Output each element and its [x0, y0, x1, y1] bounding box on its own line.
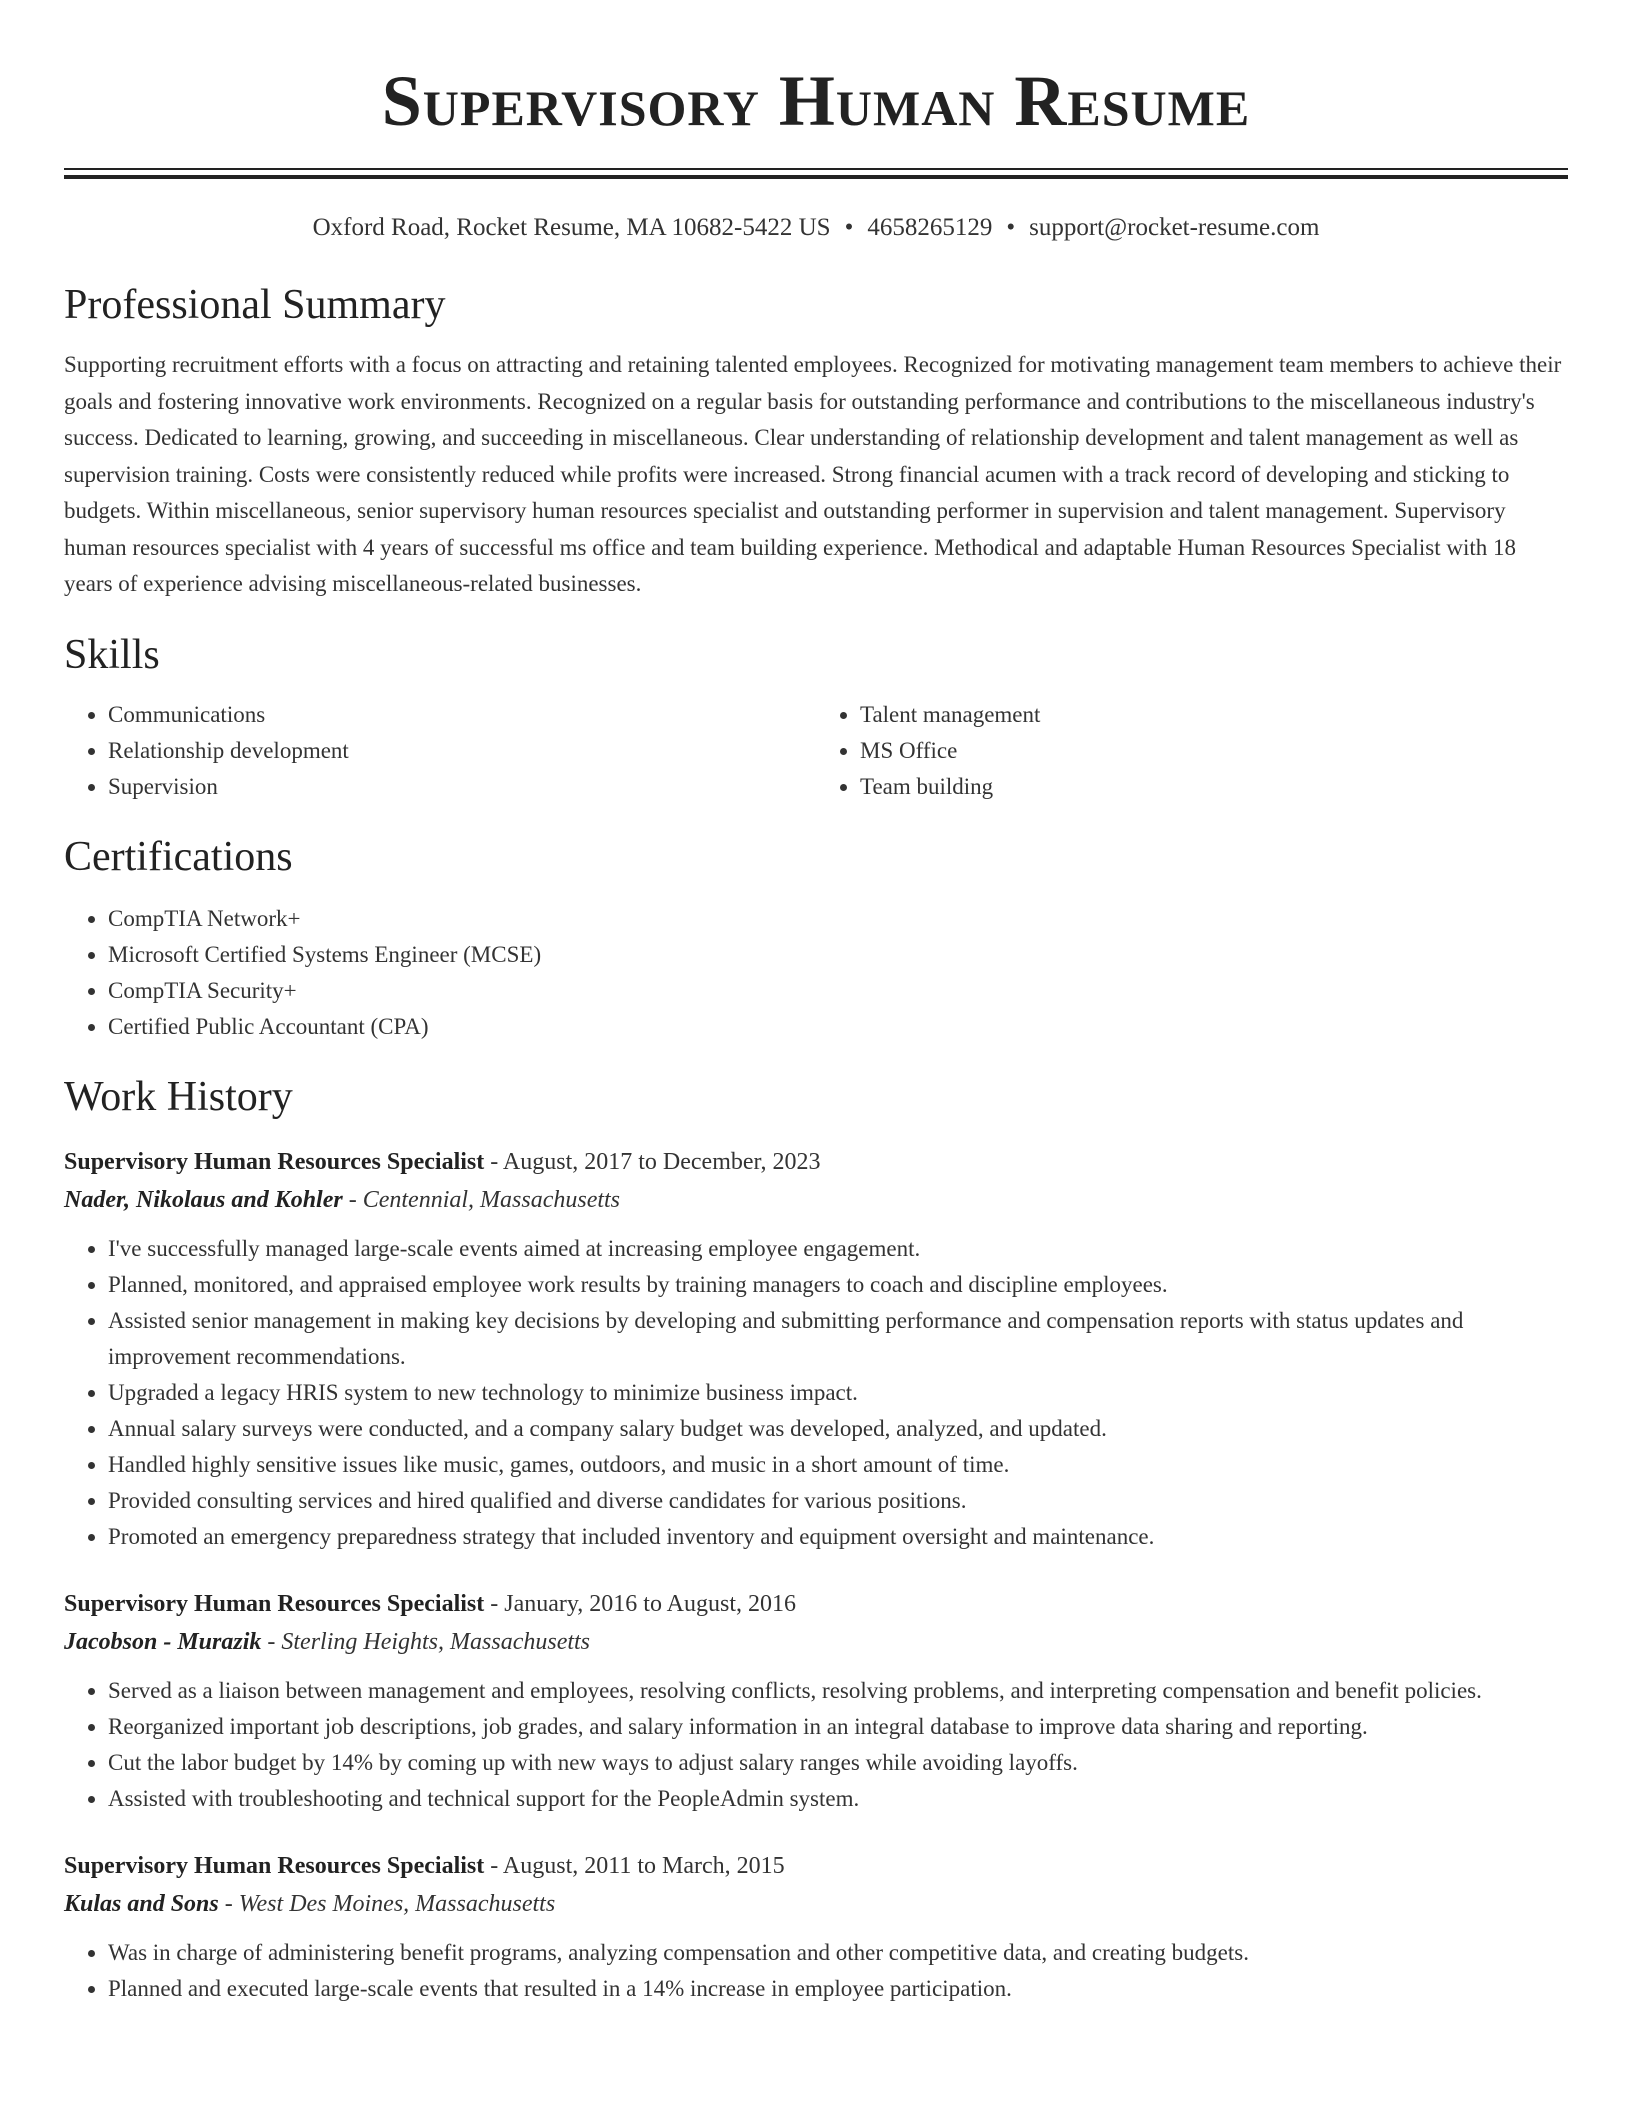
- skill-item: • Talent management: [860, 697, 1568, 733]
- job-header: [64, 1143, 1568, 1181]
- skill-item: • Communications: [108, 697, 816, 733]
- job-bullet: • Cut the labor budget by 14% by coming up with new ways to adjust salary ranges while avoiding layoffs.: [108, 1745, 1568, 1781]
- job-bullet-list: [64, 1673, 1568, 1817]
- job-bullet-list: [64, 1231, 1568, 1555]
- certification-item: • CompTIA Network+: [108, 901, 1568, 937]
- resume-name: Supervisory Human Resume: [381, 61, 1251, 141]
- job-dates: - January, 2016 to August, 2016: [484, 1590, 796, 1617]
- skills-columns: [64, 697, 1568, 805]
- contact-email: support@rocket-resume.com: [1029, 214, 1320, 241]
- contact-address: Oxford Road, Rocket Resume, MA 10682-5422 US: [312, 214, 831, 241]
- job-bullet: • Promoted an emergency preparedness strategy that included inventory and equipment oversight and maintenance.: [108, 1519, 1568, 1555]
- job-bullet: • Planned, monitored, and appraised employee work results by training managers to coach and discipline employees.: [108, 1267, 1568, 1303]
- skill-item: • Team building: [860, 769, 1568, 805]
- job-title: Supervisory Human Resources Specialist: [64, 1148, 485, 1175]
- job-location: - Sterling Heights, Massachusetts: [261, 1628, 591, 1655]
- job-bullet: • Upgraded a legacy HRIS system to new technology to minimize business impact.: [108, 1375, 1568, 1411]
- job-bullet: • Handled highly sensitive issues like music, games, outdoors, and music in a short amount of time.: [108, 1447, 1568, 1483]
- job-entry: [64, 1847, 1568, 2007]
- contact-separator: •: [844, 214, 854, 241]
- job-employer: [64, 1623, 1568, 1661]
- skill-item: • Supervision: [108, 769, 816, 805]
- summary-text: Supporting recruitment efforts with a focus on attracting and retaining talented employees. Recognized for motivating management team members to achieve their goals and fostering innovative work environments. Recognized on a regular basis for outstanding performance and contributions to the miscellaneous industry's success. Dedicated to learning, growing, and succeeding in miscellaneous. Clear understanding of relationship development and talent management as well as supervision training. Costs were consistently reduced while profits were increased. Strong financial acumen with a track record of developing and sticking to budgets. Within miscellaneous, senior supervisory human resources specialist and outstanding performer in supervision and talent management. Supervisory human resources specialist with 4 years of successful ms office and team building experience. Methodical and adaptable Human Resources Specialist with 18 years of experience advising miscellaneous-related businesses.: [64, 352, 1562, 596]
- job-bullet-list: [64, 1935, 1568, 2007]
- skill-item: • MS Office: [860, 733, 1568, 769]
- job-employer: [64, 1181, 1568, 1219]
- contact-line: [64, 213, 1568, 243]
- job-company: Nader, Nikolaus and Kohler: [64, 1186, 343, 1213]
- certification-item: • Certified Public Accountant (CPA): [108, 1009, 1568, 1045]
- skill-item: • Relationship development: [108, 733, 816, 769]
- job-dates: - August, 2017 to December, 2023: [484, 1148, 821, 1175]
- job-title: Supervisory Human Resources Specialist: [64, 1852, 485, 1879]
- job-bullet: • Assisted senior management in making key decisions by developing and submitting performance and compensation reports with status updates and improvement recommendations.: [108, 1303, 1568, 1375]
- skills-heading: Skills: [64, 631, 160, 678]
- job-title: Supervisory Human Resources Specialist: [64, 1590, 485, 1617]
- summary-heading: Professional Summary: [64, 282, 446, 328]
- job-location: - West Des Moines, Massachusetts: [218, 1890, 556, 1917]
- job-employer: [64, 1885, 1568, 1923]
- work-history-heading: Work History: [64, 1073, 293, 1120]
- job-bullet: • Served as a liaison between management and employees, resolving conflicts, resolving problems, and interpreting compensation and benefit policies.: [108, 1673, 1568, 1709]
- job-entry: [64, 1143, 1568, 1555]
- certification-item: • Microsoft Certified Systems Engineer (MCSE): [108, 937, 1568, 973]
- job-bullet: • I've successfully managed large-scale events aimed at increasing employee engagement.: [108, 1231, 1568, 1267]
- skills-list-left: [64, 697, 816, 805]
- skills-list-right: [816, 697, 1568, 805]
- job-header: [64, 1585, 1568, 1623]
- job-bullet: • Was in charge of administering benefit programs, analyzing compensation and other competitive data, and creating budgets.: [108, 1935, 1568, 1971]
- job-bullet: • Annual salary surveys were conducted, and a company salary budget was developed, analyzed, and updated.: [108, 1411, 1568, 1447]
- job-company: Jacobson - Murazik: [64, 1628, 262, 1655]
- job-company: Kulas and Sons: [64, 1890, 219, 1917]
- header-double-rule: [64, 168, 1568, 179]
- contact-separator: •: [1006, 214, 1016, 241]
- job-bullet: • Provided consulting services and hired qualified and diverse candidates for various positions.: [108, 1483, 1568, 1519]
- job-header: [64, 1847, 1568, 1885]
- job-location: - Centennial, Massachusetts: [342, 1186, 621, 1213]
- certifications-list: [64, 901, 1568, 1045]
- job-bullet: • Reorganized important job descriptions, job grades, and salary information in an integral database to improve data sharing and reporting.: [108, 1709, 1568, 1745]
- job-dates: - August, 2011 to March, 2015: [484, 1852, 785, 1879]
- certification-item: • CompTIA Security+: [108, 973, 1568, 1009]
- contact-phone: 4658265129: [867, 214, 993, 241]
- job-entry: [64, 1585, 1568, 1817]
- job-bullet: • Planned and executed large-scale events that resulted in a 14% increase in employee participation.: [108, 1971, 1568, 2007]
- job-bullet: • Assisted with troubleshooting and technical support for the PeopleAdmin system.: [108, 1781, 1568, 1817]
- certifications-heading: Certifications: [64, 833, 293, 880]
